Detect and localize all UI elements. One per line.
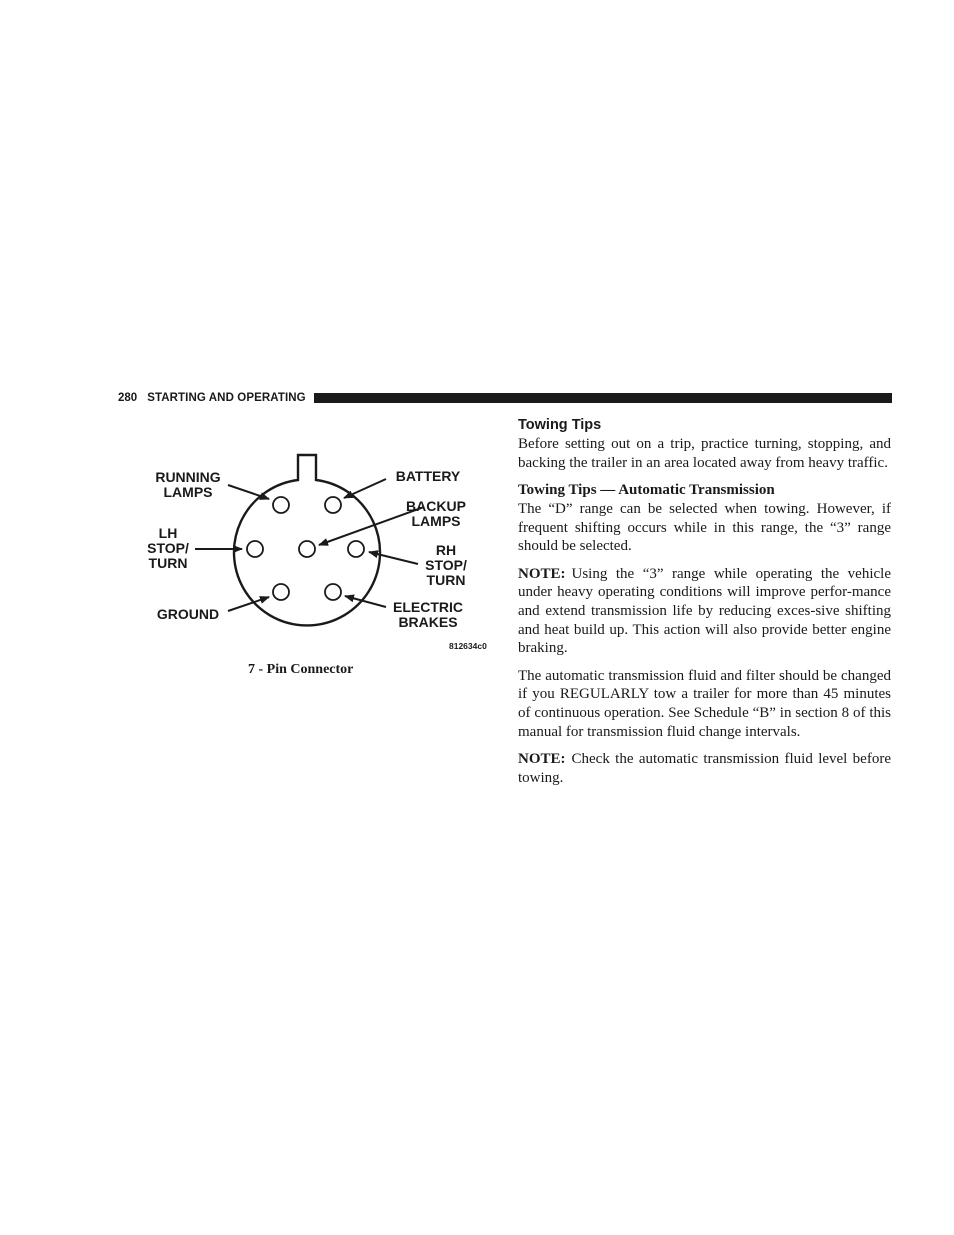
label-lh-stop-turn: LH STOP/ TURN [147,525,189,571]
arrow-battery [344,479,386,498]
pin-running-lamps [273,497,289,513]
figure-caption: 7 - Pin Connector [248,662,354,677]
note-text: Using the “3” range while operating the vehicle under heavy operating conditions will improve perfor-mance and extend transmission life by reducing exces-sive shifting and heat build up. This action will also provide better engine braking. [518,565,891,657]
page-number: 280 [118,392,138,404]
paragraph-fluid-change: The automatic transmission fluid and filter should be changed if you REGULARLY tow a trailer for more than 45 minutes of continuous operation. See Schedule “B” in section 8 of this manual for transmission fluid change intervals. [518,667,891,740]
pin-electric-brakes [325,584,341,600]
note-paragraph-2 [518,750,891,787]
label-battery: BATTERY [395,468,461,484]
header-rule [314,393,892,403]
section-heading: Towing Tips [518,417,602,433]
figure-code: 812634c0 [449,641,487,651]
pin-backup-lamps [299,541,315,557]
pin-lh-stop-turn [247,541,263,557]
pin-ground [273,584,289,600]
text-column [518,417,891,796]
arrow-rh-stop-turn [369,552,418,564]
note-text: Check the automatic transmission fluid level before towing. [518,750,891,786]
pin-battery [325,497,341,513]
label-electric-brakes: ELECTRIC BRAKES [393,599,463,630]
paragraph-d-range: The “D” range can be selected when towing. However, if frequent shifting occurs while in this range, the “3” range should be selected. [518,500,891,555]
connector-diagram [140,445,500,660]
arrow-running-lamps [228,485,269,499]
paragraph-towing-tips: Before setting out on a trip, practice turning, stopping, and backing the trailer in an area located away from heavy traffic. [518,436,891,471]
note-label: NOTE: [518,565,566,582]
arrow-ground [228,597,269,611]
pin-rh-stop-turn [348,541,364,557]
label-backup-lamps: BACKUP LAMPS [406,498,466,529]
label-running-lamps: RUNNING LAMPS [155,469,221,500]
section-title: STARTING AND OPERATING [147,392,306,404]
label-rh-stop-turn: RH STOP/ TURN [425,542,467,588]
subheading-automatic-transmission: Towing Tips — Automatic Transmission [518,481,775,498]
note-paragraph-1 [518,565,891,659]
label-ground: GROUND [156,606,220,622]
page-header [118,390,892,406]
note-label: NOTE: [518,750,566,767]
